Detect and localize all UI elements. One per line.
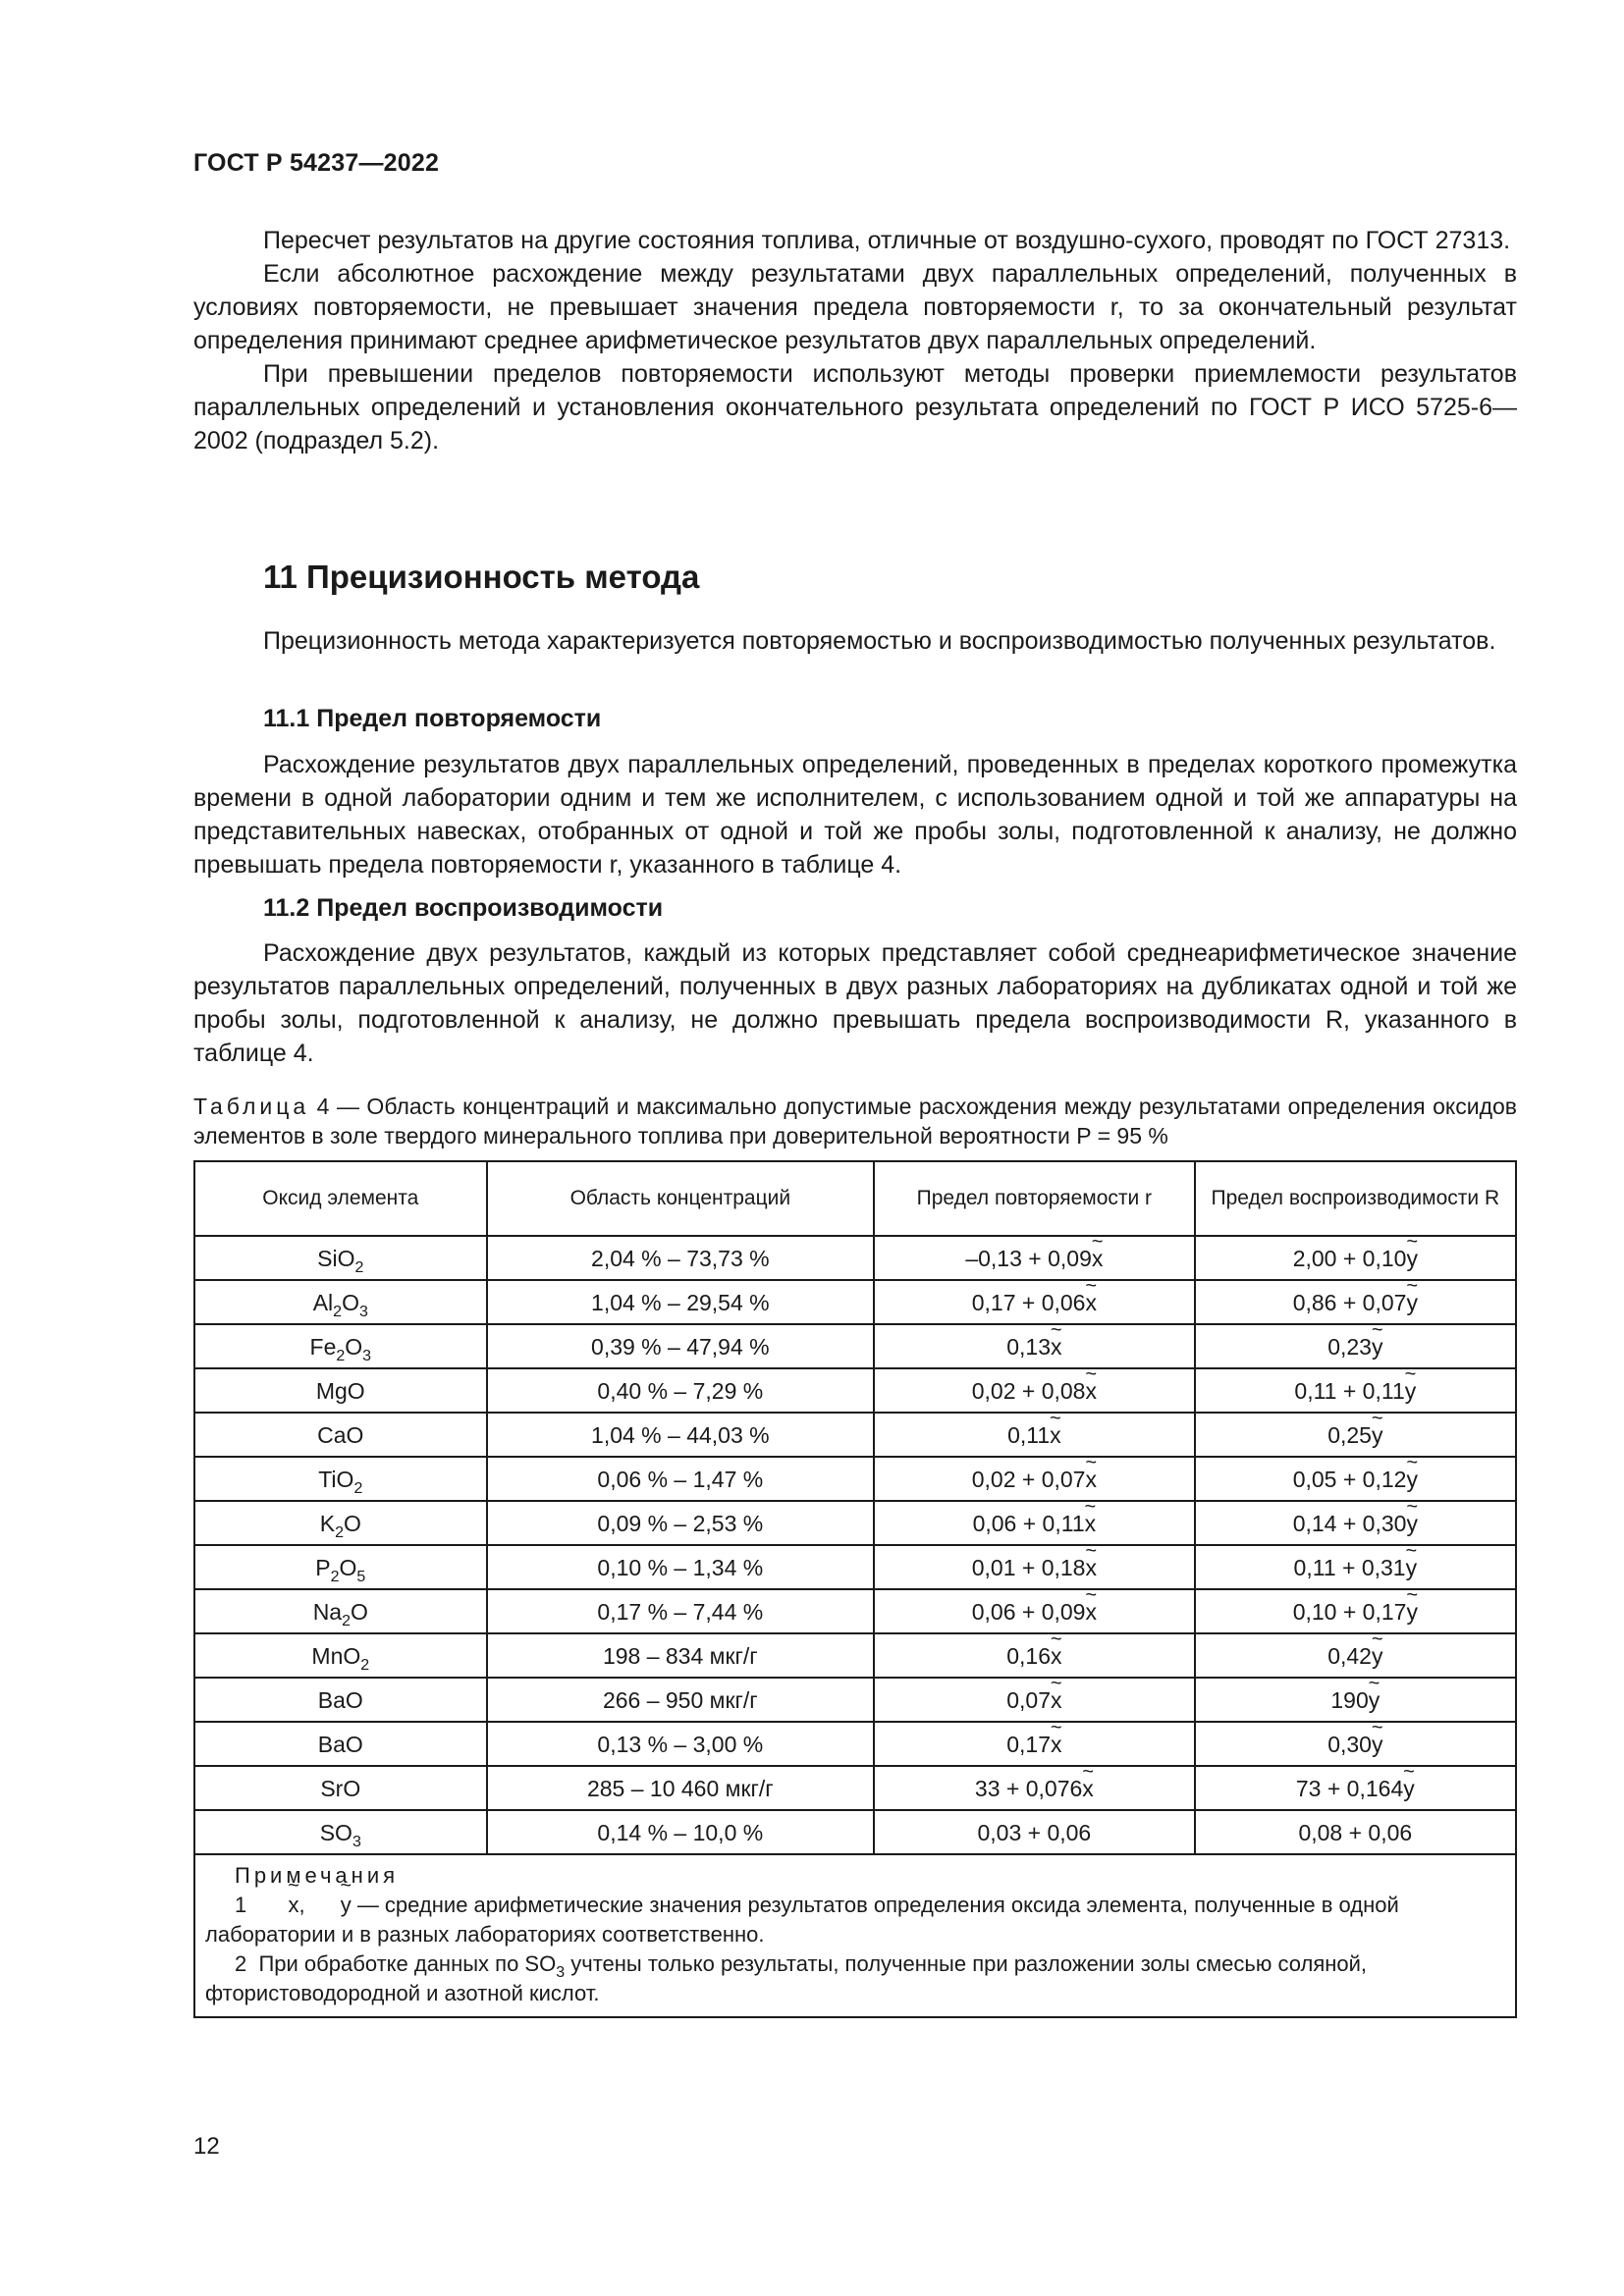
reproducibility-cell: 0,08 + 0,06 [1195,1810,1516,1854]
oxide-cell: MnO$_2$ [194,1633,487,1678]
oxide-cell: CaO [194,1413,487,1457]
repeatability-cell: 0,17 + 0,06~ x [874,1280,1195,1324]
section-text [193,624,1517,658]
page-number: 12 [193,2133,220,2160]
table-row [194,1810,1516,1854]
reproducibility-cell: 190~ y [1195,1678,1516,1722]
reproducibility-cell: 0,14 + 0,30~ y [1195,1501,1516,1545]
table-row [194,1722,1516,1766]
oxide-cell: BaO [194,1722,487,1766]
subsection-title-reproducibility: 11.2 Предел воспроизводимости [263,894,664,922]
table-header-row [194,1161,1516,1236]
repeatability-cell: 0,07~ x [874,1678,1195,1722]
paragraph: Пересчет результатов на другие состояния топлива, отличные от воздушно-сухого, проводят по ГОСТ 27313. [263,227,1511,254]
range-cell: 1,04 % – 29,54 % [487,1280,875,1324]
paragraph: Расхождение результатов двух параллельных определений, проведенных в пределах короткого промежутка времени в одной лаборатории одним и тем же исполнителем, с использованием одной и той же аппаратуры на представительных навесках, отобранных от одной и той же пробы золы, подготовленной к анализу, не должно превышать предела повторяемости r, указанного в таблице 4. [193,751,1517,879]
range-cell: 2,04 % – 73,73 % [487,1236,875,1280]
repeatability-cell: 0,01 + 0,18~ x [874,1545,1195,1589]
table-caption [193,1092,1517,1150]
oxide-cell: $Fe_2O_3$ [194,1324,487,1368]
repeatability-cell: 0,06 + 0,11~ x [874,1501,1195,1545]
reproducibility-cell: 0,23~ y [1195,1324,1516,1368]
range-cell: 0,39 % – 47,94 % [487,1324,875,1368]
reproducibility-cell: 0,10 + 0,17~ y [1195,1589,1516,1633]
range-cell: 0,09 % – 2,53 % [487,1501,875,1545]
table-row [194,1368,1516,1413]
range-cell: 0,40 % – 7,29 % [487,1368,875,1413]
range-cell: 285 – 10 460 мкг/г [487,1766,875,1810]
header-cell-reproducibility: Предел воспроизводимости R [1195,1161,1516,1236]
subsection-text-reproducibility [193,936,1517,1070]
reproducibility-cell: 0,11 + 0,31~ y [1195,1545,1516,1589]
table-caption-label: Таблица [193,1094,310,1119]
repeatability-cell: 0,06 + 0,09~ x [874,1589,1195,1633]
oxide-cell: $P_2O_5$ [194,1545,487,1589]
repeatability-cell: 33 + 0,076~ x [874,1766,1195,1810]
range-cell: 1,04 % – 44,03 % [487,1413,875,1457]
repeatability-cell: 0,11~ x [874,1413,1195,1457]
reproducibility-cell: 0,30~ y [1195,1722,1516,1766]
table-row [194,1678,1516,1722]
repeatability-cell: 0,13~ x [874,1324,1195,1368]
oxide-cell: MgO [194,1368,487,1413]
paragraph: Расхождение двух результатов, каждый из которых представляет собой среднеарифметическое значение результатов параллельных определений, полученных в двух разных лабораториях на дубликатах одной и той же пробы золы, подготовленной к анализу, не должно превышать предела воспроизводимости R, указанного в таблице 4. [193,939,1517,1067]
repeatability-cell: 0,16~ x [874,1633,1195,1678]
range-cell: 266 – 950 мкг/г [487,1678,875,1722]
oxide-cell: SiO$_2$ [194,1236,487,1280]
repeatability-cell: 0,17~ x [874,1722,1195,1766]
paragraph: Прецизионность метода характеризуется повторяемостью и воспроизводимостью полученных результатов. [263,627,1496,655]
table-row [194,1457,1516,1501]
table-row [194,1324,1516,1368]
table-row [194,1545,1516,1589]
table-row [194,1280,1516,1324]
oxide-cell: $SO_3$ [194,1810,487,1854]
notes-heading: Примечания [235,1863,400,1888]
repeatability-cell: 0,03 + 0,06 [874,1810,1195,1854]
table-notes [194,1854,1516,2017]
paragraph: Если абсолютное расхождение между результатами двух параллельных определений, полученных в условиях повторяемости, не превышает значения предела повторяемости r, то за окончательный результат определения принимают среднее арифметическое результатов двух параллельных определений. [193,260,1517,354]
intro-text [193,224,1517,457]
table-row [194,1633,1516,1678]
oxide-cell: BaO [194,1678,487,1722]
repeatability-cell: 0,02 + 0,07~ x [874,1457,1195,1501]
table-row [194,1413,1516,1457]
table-row [194,1766,1516,1810]
oxide-cell: $Al_2O_3$ [194,1280,487,1324]
repeatability-cell: 0,02 + 0,08~ x [874,1368,1195,1413]
paragraph: При превышении пределов повторяемости используют методы проверки приемлемости результатов параллельных определений и установления окончательного результата определений по ГОСТ Р ИСО 5725-6—2002 (подраздел 5.2). [193,360,1517,454]
table-caption-text: 4 — Область концентраций и максимально допустимые расхождения между результатами определения оксидов элементов в золе твердого минерального топлива при доверительной вероятности P = 95 % [193,1094,1518,1148]
reproducibility-cell: 0,42~ y [1195,1633,1516,1678]
range-cell: 0,14 % – 10,0 % [487,1810,875,1854]
section-title: 11 Прецизионность метода [263,559,700,595]
subsection-text-repeatability [193,748,1517,881]
oxide-cell: SrO [194,1766,487,1810]
table-row [194,1589,1516,1633]
reproducibility-cell: 0,11 + 0,11~ y [1195,1368,1516,1413]
reproducibility-cell: 0,05 + 0,12~ y [1195,1457,1516,1501]
reproducibility-cell: 73 + 0,164~ y [1195,1766,1516,1810]
header-cell-range: Область концентраций [487,1161,875,1236]
note-1: 1 ~ x, ~ y — средние арифметические значения результатов определения оксида элемента, полученные в одной лаборатории и в разных лабораториях соответственно. [205,1891,1505,1949]
range-cell: 198 – 834 мкг/г [487,1633,875,1678]
oxide-cell: $Na_2O$ [194,1589,487,1633]
note-2: 2 При обработке данных по $SO_3$ учтены только результаты, полученные при разложении золы смесью соляной, фтористоводородной и азотной кислот. [205,1951,1368,2005]
oxide-cell: TiO$_2$ [194,1457,487,1501]
header-cell-oxide: Оксид элемента [194,1161,487,1236]
table-row [194,1501,1516,1545]
oxide-cell: $K_2O$ [194,1501,487,1545]
range-cell: 0,10 % – 1,34 % [487,1545,875,1589]
repeatability-cell: –0,13 + 0,09~ x [874,1236,1195,1280]
range-cell: 0,13 % – 3,00 % [487,1722,875,1766]
reproducibility-cell: 2,00 + 0,10~ y [1195,1236,1516,1280]
header-cell-repeatability: Предел повторяемости r [874,1161,1195,1236]
range-cell: 0,17 % – 7,44 % [487,1589,875,1633]
range-cell: 0,06 % – 1,47 % [487,1457,875,1501]
precision-table [193,1160,1517,2018]
table-notes-row [194,1854,1516,2017]
reproducibility-cell: 0,86 + 0,07~ y [1195,1280,1516,1324]
reproducibility-cell: 0,25~ y [1195,1413,1516,1457]
document-code: ГОСТ Р 54237—2022 [193,149,440,177]
table-row [194,1236,1516,1280]
subsection-title-repeatability: 11.1 Предел повторяемости [263,705,602,732]
